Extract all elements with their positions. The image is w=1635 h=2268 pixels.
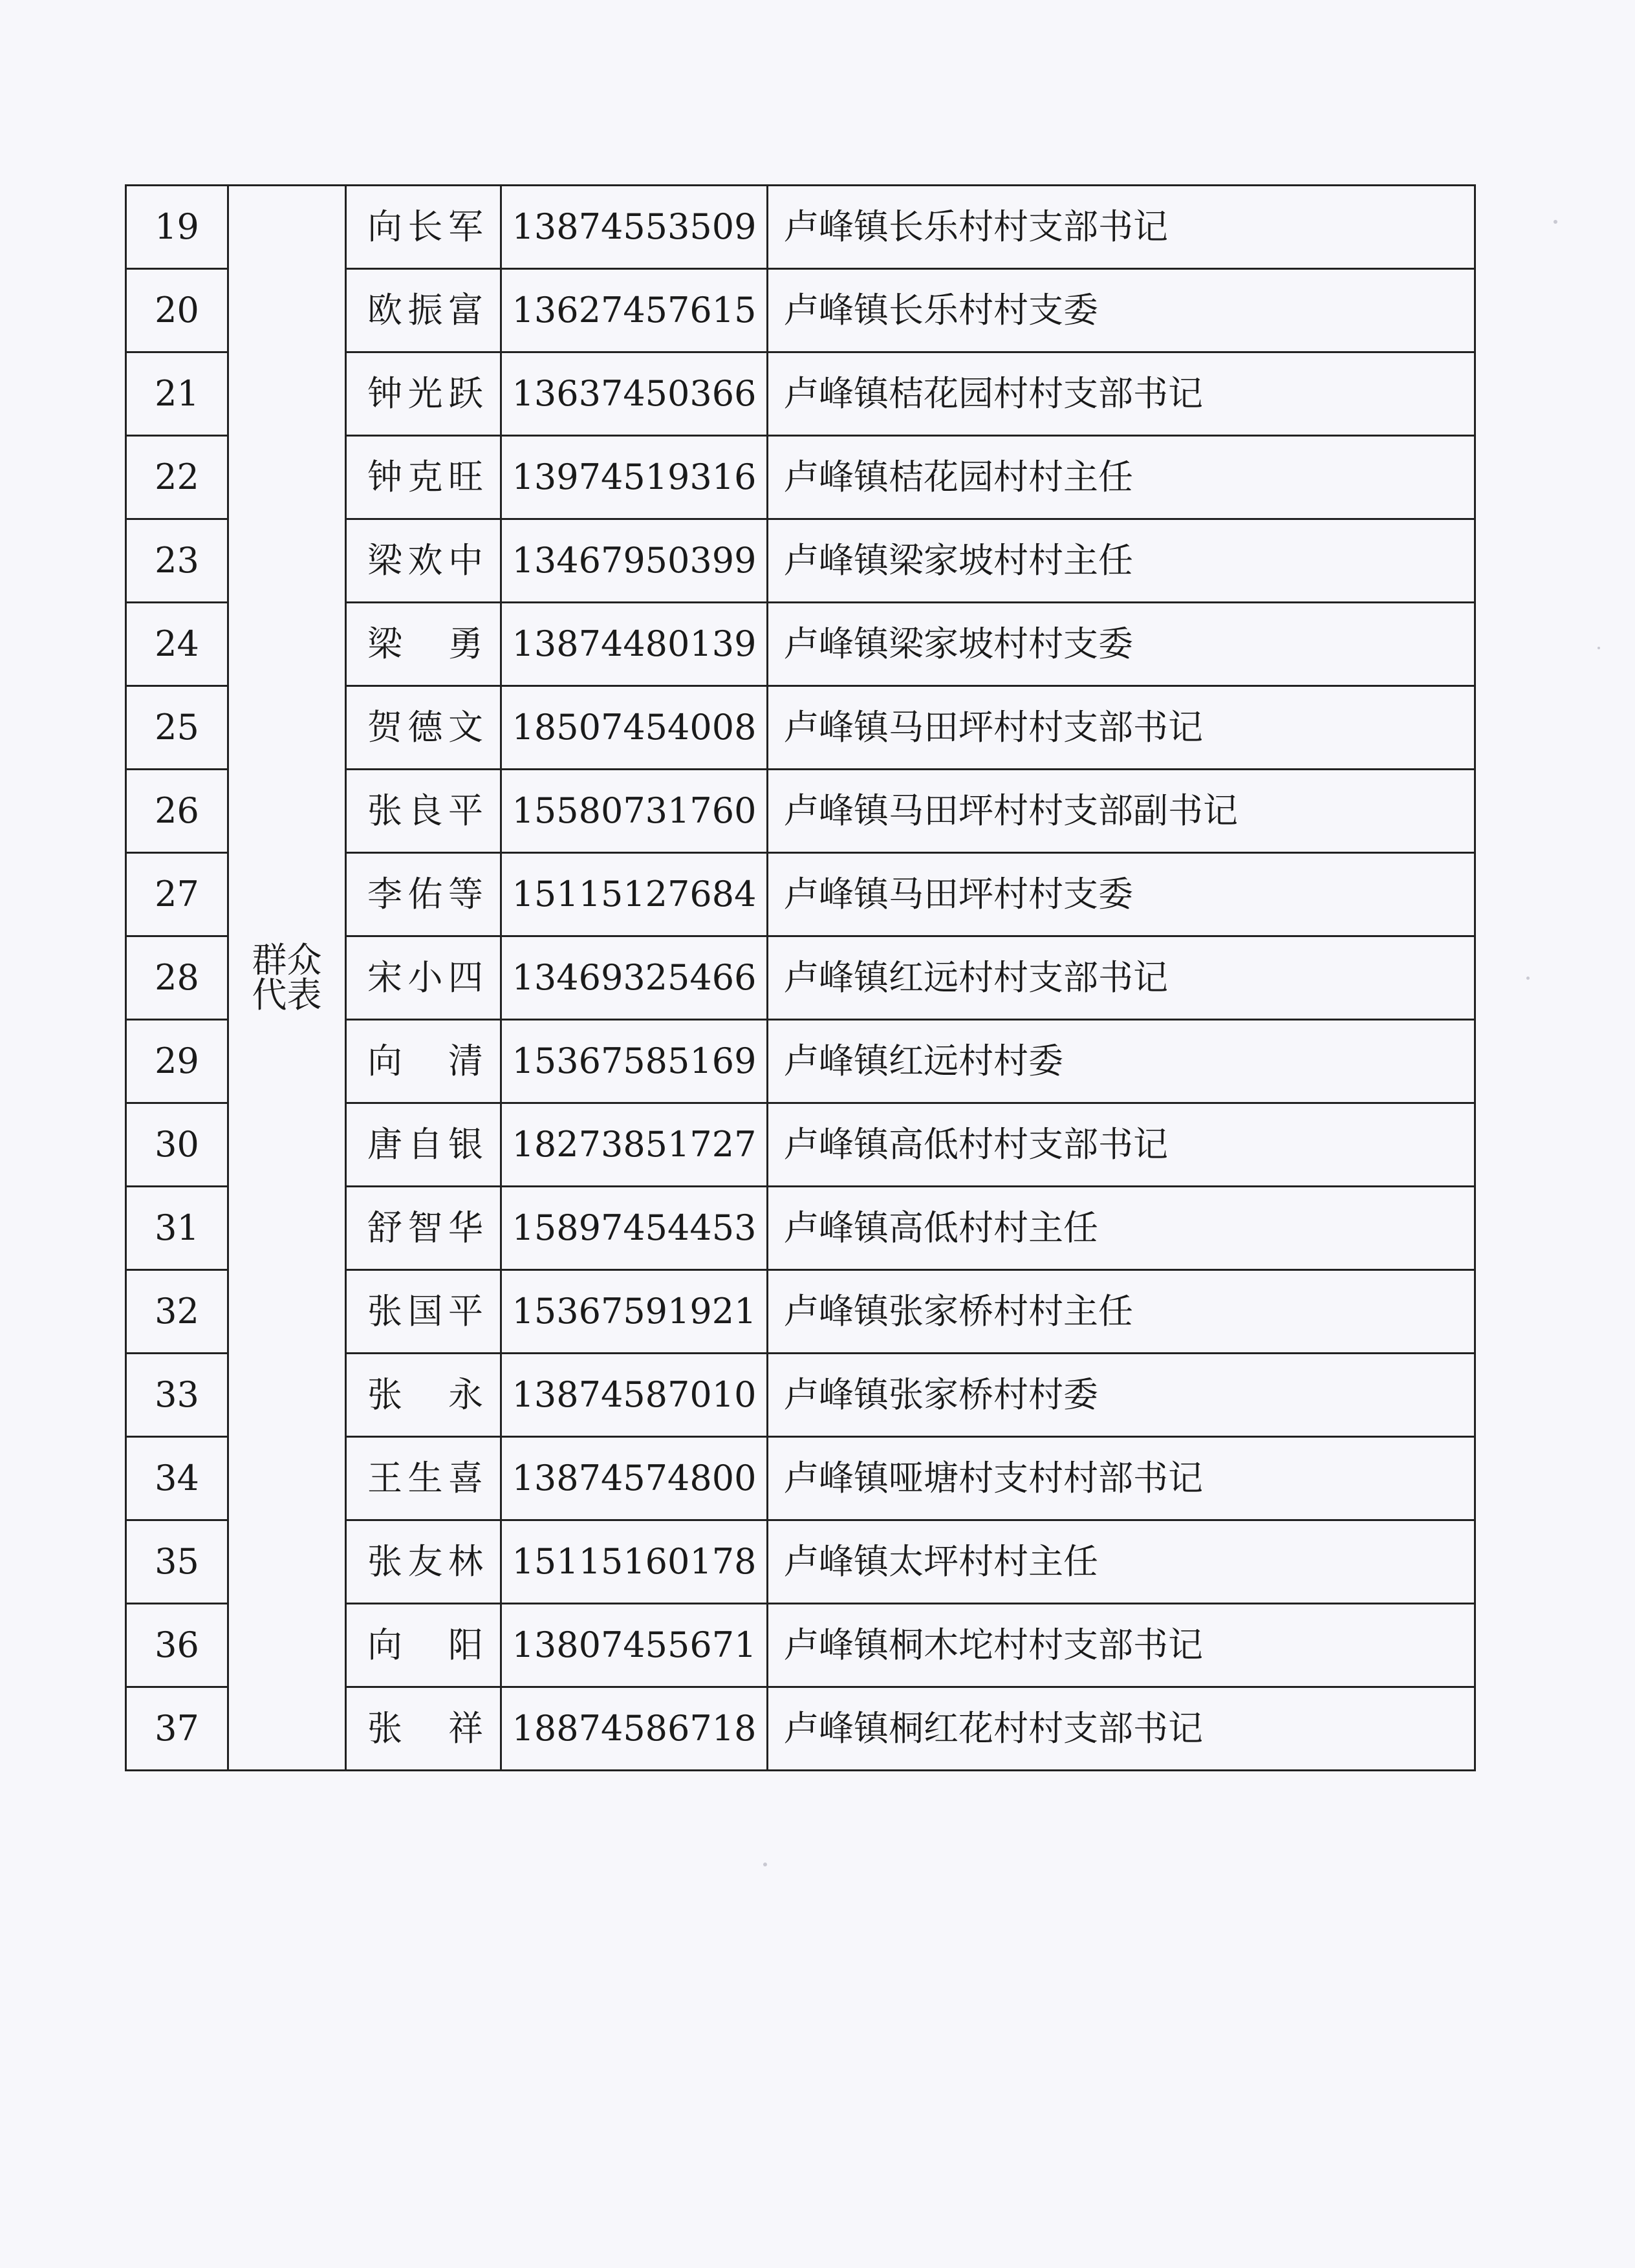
row-number: 26 — [126, 770, 228, 853]
row-number: 23 — [126, 519, 228, 603]
job-title: 卢峰镇长乐村村支部书记 — [768, 186, 1475, 269]
person-name: 钟光跃 — [346, 352, 501, 436]
phone-number: 13469325466 — [501, 936, 768, 1020]
row-number: 31 — [126, 1187, 228, 1270]
person-name: 王生喜 — [346, 1437, 501, 1520]
person-name: 向 阳 — [346, 1604, 501, 1687]
job-title: 卢峰镇张家桥村村委 — [768, 1354, 1475, 1437]
row-number: 22 — [126, 436, 228, 519]
phone-number: 15115127684 — [501, 853, 768, 936]
row-number: 24 — [126, 603, 228, 686]
row-number: 27 — [126, 853, 228, 936]
phone-number: 13467950399 — [501, 519, 768, 603]
row-number: 36 — [126, 1604, 228, 1687]
job-title: 卢峰镇马田坪村村支部书记 — [768, 686, 1475, 770]
row-number: 30 — [126, 1103, 228, 1187]
person-name: 宋小四 — [346, 936, 501, 1020]
phone-number: 15115160178 — [501, 1520, 768, 1604]
row-number: 32 — [126, 1270, 228, 1354]
job-title: 卢峰镇红远村村支部书记 — [768, 936, 1475, 1020]
phone-number: 18874586718 — [501, 1687, 768, 1771]
person-name: 梁 勇 — [346, 603, 501, 686]
job-title: 卢峰镇高低村村主任 — [768, 1187, 1475, 1270]
person-name: 欧振富 — [346, 269, 501, 352]
job-title: 卢峰镇长乐村村支委 — [768, 269, 1475, 352]
phone-number: 13637450366 — [501, 352, 768, 436]
person-name: 李佑等 — [346, 853, 501, 936]
row-number: 25 — [126, 686, 228, 770]
representatives-table — [125, 184, 1476, 1771]
person-name: 舒智华 — [346, 1187, 501, 1270]
phone-number: 13874553509 — [501, 186, 768, 269]
scan-speck — [1526, 977, 1530, 980]
job-title: 卢峰镇红远村村委 — [768, 1020, 1475, 1103]
job-title: 卢峰镇太坪村村主任 — [768, 1520, 1475, 1604]
job-title: 卢峰镇桐红花村村支部书记 — [768, 1687, 1475, 1771]
row-number: 20 — [126, 269, 228, 352]
person-name: 向长军 — [346, 186, 501, 269]
job-title: 卢峰镇高低村村支部书记 — [768, 1103, 1475, 1187]
scan-speck — [763, 1863, 767, 1866]
row-number: 37 — [126, 1687, 228, 1771]
phone-number: 15897454453 — [501, 1187, 768, 1270]
person-name: 唐自银 — [346, 1103, 501, 1187]
phone-number: 18507454008 — [501, 686, 768, 770]
phone-number: 18273851727 — [501, 1103, 768, 1187]
job-title: 卢峰镇哑塘村支村村部书记 — [768, 1437, 1475, 1520]
row-number: 19 — [126, 186, 228, 269]
person-name: 张良平 — [346, 770, 501, 853]
person-name: 张国平 — [346, 1270, 501, 1354]
row-number: 35 — [126, 1520, 228, 1604]
row-number: 29 — [126, 1020, 228, 1103]
phone-number: 15580731760 — [501, 770, 768, 853]
person-name: 贺德文 — [346, 686, 501, 770]
phone-number: 15367585169 — [501, 1020, 768, 1103]
job-title: 卢峰镇梁家坡村村主任 — [768, 519, 1475, 603]
person-name: 张 祥 — [346, 1687, 501, 1771]
job-title: 卢峰镇梁家坡村村支委 — [768, 603, 1475, 686]
row-number: 28 — [126, 936, 228, 1020]
person-name: 钟克旺 — [346, 436, 501, 519]
phone-number: 13807455671 — [501, 1604, 768, 1687]
job-title: 卢峰镇马田坪村村支部副书记 — [768, 770, 1475, 853]
row-number: 21 — [126, 352, 228, 436]
job-title: 卢峰镇桔花园村村支部书记 — [768, 352, 1475, 436]
job-title: 卢峰镇张家桥村村主任 — [768, 1270, 1475, 1354]
table-row — [126, 186, 1475, 269]
job-title: 卢峰镇桐木坨村村支部书记 — [768, 1604, 1475, 1687]
phone-number: 13974519316 — [501, 436, 768, 519]
scan-speck — [1597, 647, 1600, 649]
phone-number: 13874574800 — [501, 1437, 768, 1520]
job-title: 卢峰镇桔花园村村主任 — [768, 436, 1475, 519]
group-label: 群众代表 — [252, 940, 322, 1015]
phone-number: 13627457615 — [501, 269, 768, 352]
row-number: 34 — [126, 1437, 228, 1520]
phone-number: 15367591921 — [501, 1270, 768, 1354]
row-number: 33 — [126, 1354, 228, 1437]
person-name: 向 清 — [346, 1020, 501, 1103]
scan-speck — [1554, 220, 1557, 224]
person-name: 张 永 — [346, 1354, 501, 1437]
person-name: 张友林 — [346, 1520, 501, 1604]
job-title: 卢峰镇马田坪村村支委 — [768, 853, 1475, 936]
phone-number: 13874480139 — [501, 603, 768, 686]
phone-number: 13874587010 — [501, 1354, 768, 1437]
person-name: 梁欢中 — [346, 519, 501, 603]
group-cell — [228, 186, 346, 1771]
